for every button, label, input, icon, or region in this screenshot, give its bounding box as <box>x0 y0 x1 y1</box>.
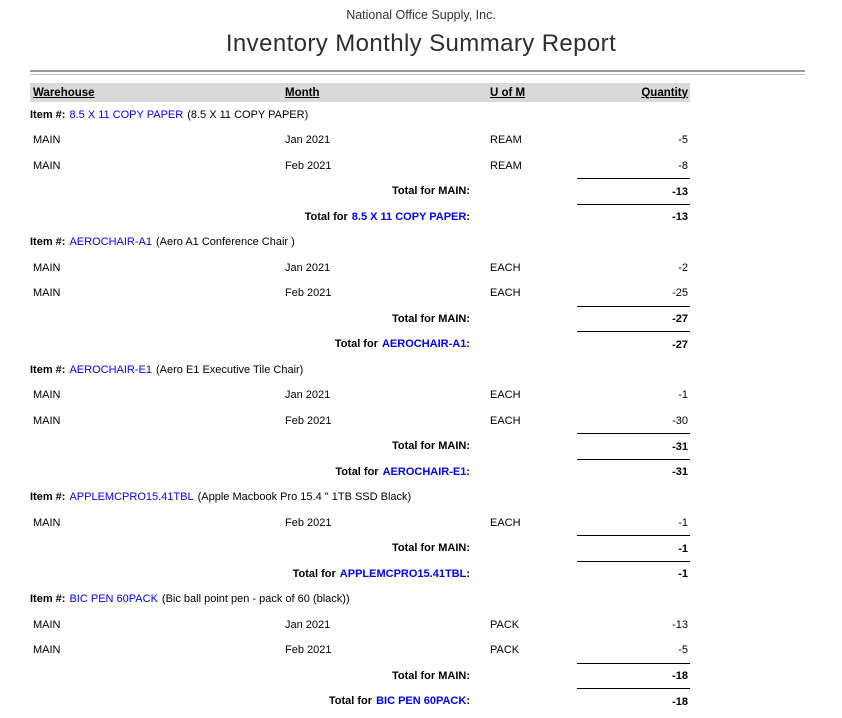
uom-cell: REAM <box>490 159 522 172</box>
warehouse-total-quantity: -1 <box>577 535 690 562</box>
colon-text: : <box>466 567 470 580</box>
item-total-quantity: -13 <box>577 204 690 231</box>
item-total-code-link[interactable]: 8.5 X 11 COPY PAPER <box>351 210 467 223</box>
item-total-quantity: -1 <box>577 561 690 588</box>
warehouse-cell: MAIN <box>33 134 61 147</box>
warehouse-cell: MAIN <box>33 261 61 274</box>
month-cell: Jan 2021 <box>285 618 331 631</box>
warehouse-total-label: Total for MAIN: <box>391 440 470 453</box>
month-cell: Jan 2021 <box>285 261 331 274</box>
item-total-quantity: -31 <box>577 459 690 486</box>
item-total-code-link[interactable]: AEROCHAIR-A1 <box>381 338 467 351</box>
colon-text: : <box>466 695 470 708</box>
uom-cell: REAM <box>490 134 522 147</box>
uom-cell: EACH <box>490 389 521 402</box>
warehouse-total-quantity: -31 <box>577 433 690 460</box>
item-total-quantity: -18 <box>577 688 690 715</box>
warehouse-total-row <box>30 179 690 205</box>
item-header <box>30 230 690 256</box>
item-number-label: Item #: <box>30 236 66 249</box>
warehouse-total-row <box>30 434 690 460</box>
report-table <box>30 83 690 714</box>
quantity-cell: -8 <box>678 159 688 172</box>
item-header <box>30 102 690 128</box>
uom-cell: EACH <box>490 516 521 529</box>
month-cell: Jan 2021 <box>285 134 331 147</box>
item-code-link[interactable]: APPLEMCPRO15.41TBL <box>69 491 194 504</box>
table-row <box>30 612 690 638</box>
column-header-month: Month <box>285 86 320 99</box>
warehouse-total-label: Total for MAIN: <box>391 312 470 325</box>
table-row <box>30 510 690 536</box>
total-for-text: Total for <box>328 695 373 708</box>
item-total-code-link[interactable]: BIC PEN 60PACK <box>376 695 467 708</box>
warehouse-total-label: Total for MAIN: <box>391 669 470 682</box>
item-total-code-link[interactable]: APPLEMCPRO15.41TBL <box>339 567 467 580</box>
column-header-warehouse: Warehouse <box>33 86 95 99</box>
uom-cell: EACH <box>490 287 521 300</box>
quantity-cell: -1 <box>678 516 688 529</box>
quantity-cell: -13 <box>672 618 688 631</box>
quantity-cell: -5 <box>678 134 688 147</box>
item-header <box>30 357 690 383</box>
item-total-label <box>30 338 490 350</box>
item-total-row <box>30 204 690 230</box>
colon-text: : <box>466 465 470 478</box>
table-row <box>30 128 690 154</box>
report-title: Inventory Monthly Summary Report <box>225 30 617 57</box>
item-header <box>30 587 690 613</box>
quantity-cell: -30 <box>672 414 688 427</box>
month-cell: Feb 2021 <box>285 516 332 529</box>
warehouse-total-quantity: -13 <box>577 178 690 205</box>
warehouse-total-row <box>30 536 690 562</box>
colon-text: : <box>466 210 470 223</box>
item-total-label <box>30 695 490 707</box>
warehouse-cell: MAIN <box>33 516 61 529</box>
item-number-label: Item #: <box>30 491 66 504</box>
table-row <box>30 408 690 434</box>
warehouse-cell: MAIN <box>33 644 61 657</box>
uom-cell: PACK <box>490 618 520 631</box>
uom-cell: EACH <box>490 414 521 427</box>
item-code-link[interactable]: AEROCHAIR-E1 <box>69 363 152 376</box>
item-number-label: Item #: <box>30 363 66 376</box>
table-row <box>30 255 690 281</box>
warehouse-total-label: Total for MAIN: <box>391 185 470 198</box>
item-total-row <box>30 689 690 715</box>
warehouse-total-row <box>30 306 690 332</box>
quantity-cell: -25 <box>672 287 688 300</box>
uom-cell: EACH <box>490 261 521 274</box>
table-row <box>30 281 690 307</box>
item-total-code-link[interactable]: AEROCHAIR-E1 <box>382 465 467 478</box>
warehouse-cell: MAIN <box>33 414 61 427</box>
item-description: (Aero A1 Conference Chair ) <box>156 236 295 249</box>
item-total-label <box>30 211 490 223</box>
item-total-label <box>30 568 490 580</box>
warehouse-cell: MAIN <box>33 159 61 172</box>
column-header-uom: U of M <box>490 86 526 99</box>
table-row <box>30 638 690 664</box>
quantity-cell: -2 <box>678 261 688 274</box>
item-description: (Aero E1 Executive Tile Chair) <box>156 363 304 376</box>
quantity-cell: -1 <box>678 389 688 402</box>
warehouse-cell: MAIN <box>33 389 61 402</box>
item-total-quantity: -27 <box>577 331 690 358</box>
column-header-quantity: Quantity <box>641 86 688 99</box>
item-description: (8.5 X 11 COPY PAPER) <box>187 108 309 121</box>
item-total-row <box>30 561 690 587</box>
item-description: (Apple Macbook Pro 15.4 " 1TB SSD Black) <box>197 491 412 504</box>
item-total-row <box>30 459 690 485</box>
item-description: (Bic ball point pen - pack of 60 (black)) <box>161 593 350 606</box>
table-row <box>30 153 690 179</box>
item-total-row <box>30 332 690 358</box>
company-name: National Office Supply, Inc. <box>346 8 496 22</box>
item-code-link[interactable]: 8.5 X 11 COPY PAPER <box>69 108 184 121</box>
item-total-label <box>30 466 490 478</box>
item-number-label: Item #: <box>30 108 66 121</box>
column-header-bar <box>30 83 690 102</box>
item-number-label: Item #: <box>30 593 66 606</box>
total-for-text: Total for <box>334 338 378 351</box>
item-code-link[interactable]: AEROCHAIR-A1 <box>69 236 152 249</box>
table-row <box>30 383 690 409</box>
warehouse-total-label: Total for MAIN: <box>391 542 470 555</box>
quantity-cell: -5 <box>678 644 688 657</box>
warehouse-cell: MAIN <box>33 287 61 300</box>
item-code-link[interactable]: BIC PEN 60PACK <box>69 593 158 606</box>
month-cell: Jan 2021 <box>285 389 331 402</box>
month-cell: Feb 2021 <box>285 287 332 300</box>
colon-text: : <box>466 338 470 351</box>
month-cell: Feb 2021 <box>285 414 332 427</box>
double-rule-divider <box>30 70 805 75</box>
warehouse-total-row <box>30 663 690 689</box>
month-cell: Feb 2021 <box>285 159 332 172</box>
warehouse-cell: MAIN <box>33 618 61 631</box>
total-for-text: Total for <box>335 465 379 478</box>
total-for-text: Total for <box>292 567 336 580</box>
month-cell: Feb 2021 <box>285 644 332 657</box>
item-header <box>30 485 690 511</box>
warehouse-total-quantity: -18 <box>577 663 690 690</box>
warehouse-total-quantity: -27 <box>577 306 690 333</box>
uom-cell: PACK <box>490 644 520 657</box>
total-for-text: Total for <box>304 210 348 223</box>
